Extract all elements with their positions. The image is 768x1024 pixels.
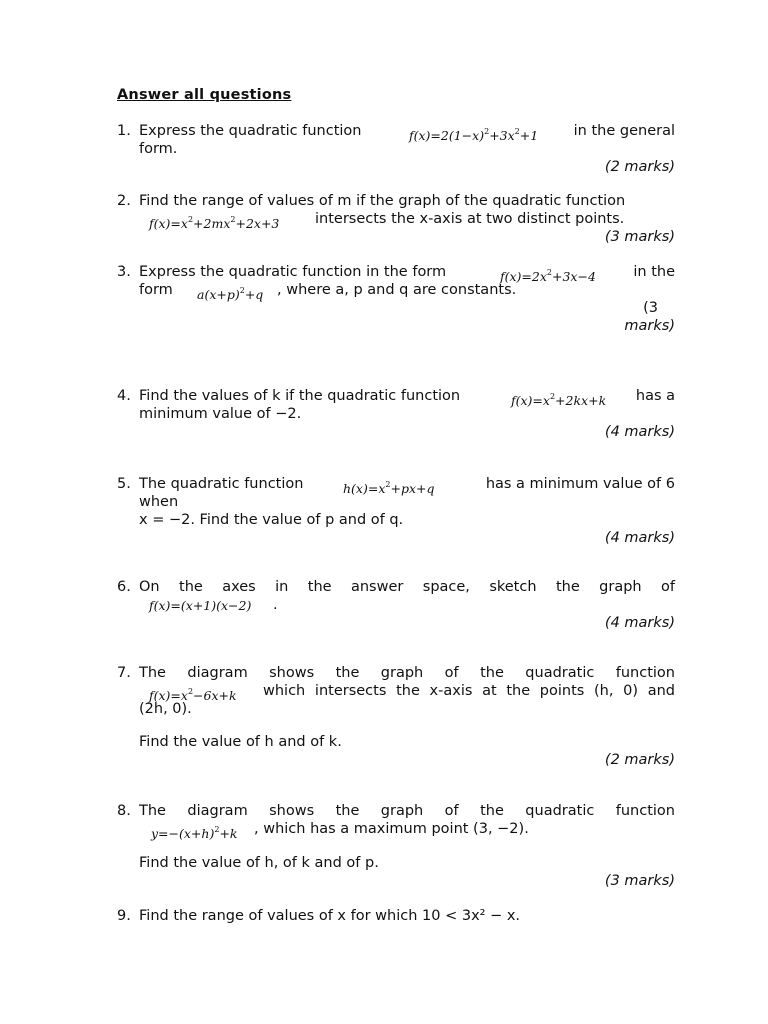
question-text: when xyxy=(139,494,179,510)
question-text: which intersects the x-axis at the points (h, 0) and xyxy=(263,683,675,699)
question-6 xyxy=(117,578,675,632)
math-expression: $f(x)=x^2+2kx+k$ xyxy=(511,392,607,408)
question-text: , where a, p and q are constants. xyxy=(277,282,517,298)
question-text: On the axes in the answer space, sketch the graph of xyxy=(139,579,675,595)
question-number: 6. xyxy=(117,579,131,595)
question-text: intersects the x-axis at two distinct points. xyxy=(315,211,625,227)
question-number: 2. xyxy=(117,193,131,209)
question-4 xyxy=(117,387,675,441)
math-expression: f(x)=(x+1)(x−2) xyxy=(149,598,252,613)
question-number: 8. xyxy=(117,803,131,819)
question-text: x = −2. Find the value of p and of q. xyxy=(139,512,404,528)
marks-label: (4 marks) xyxy=(604,424,675,440)
page-heading: Answer all questions xyxy=(117,87,292,103)
marks-label: (2 marks) xyxy=(604,159,675,175)
question-number: 5. xyxy=(117,476,131,492)
question-number: 7. xyxy=(117,665,131,681)
question-9 xyxy=(117,907,675,925)
question-text: Find the values of k if the quadratic function xyxy=(139,388,461,404)
question-5 xyxy=(117,475,675,547)
marks-label: (2 marks) xyxy=(604,752,675,768)
question-text: in the xyxy=(633,264,675,280)
math-expression: $f(x)=x^2+2mx^2+2x+3$ xyxy=(149,215,280,231)
question-text: in the general xyxy=(573,123,675,139)
marks-label: (3 marks) xyxy=(604,229,675,245)
question-text: . xyxy=(273,597,278,613)
question-text: Find the range of values of m if the graph of the quadratic function xyxy=(139,193,626,209)
question-text: minimum value of −2. xyxy=(139,406,302,422)
math-expression: $f(x)=2x^2+3x-4$ xyxy=(500,268,596,284)
marks-label: (4 marks) xyxy=(604,615,675,631)
question-text: The diagram shows the graph of the quadratic function xyxy=(139,803,675,819)
question-text: (2h, 0). xyxy=(139,701,192,717)
math-expression: $h(x)=x^2+px+q$ xyxy=(343,480,435,496)
question-8 xyxy=(117,802,675,890)
question-2 xyxy=(117,192,675,246)
question-text: Find the value of h, of k and of p. xyxy=(139,855,379,871)
question-text: The diagram shows the graph of the quadratic function xyxy=(139,665,675,681)
math-expression: $f(x)=x^2-6x+k$ xyxy=(149,687,237,703)
question-text: form. xyxy=(139,141,178,157)
question-text: has a minimum value of 6 xyxy=(485,476,675,492)
question-text: The quadratic function xyxy=(139,476,304,492)
question-text: Find the value of h and of k. xyxy=(139,734,342,750)
marks-label: (3 marks) xyxy=(604,873,675,889)
question-text: form xyxy=(139,282,173,298)
math-expression: $y=-(x+h)^2+k$ xyxy=(151,825,238,841)
question-number: 4. xyxy=(117,388,131,404)
math-expression: $f(x)=2(1-x)^2+3x^2+1$ xyxy=(409,127,539,143)
marks-label: marks) xyxy=(624,318,675,334)
question-text: , which has a maximum point (3, −2). xyxy=(254,821,529,837)
question-number: 1. xyxy=(117,123,131,139)
question-7 xyxy=(117,664,675,769)
question-text: has a xyxy=(635,388,675,404)
question-text: Find the range of values of x for which 10 < 3x² − x. xyxy=(139,908,521,924)
question-text: Express the quadratic function xyxy=(139,123,362,139)
marks-label: (3 xyxy=(643,300,658,316)
marks-label: (4 marks) xyxy=(604,530,675,546)
question-1 xyxy=(117,122,675,176)
math-expression: $a(x+p)^2+q$ xyxy=(197,286,264,302)
question-number: 3. xyxy=(117,264,131,280)
question-text: Express the quadratic function in the form xyxy=(139,264,447,280)
question-3 xyxy=(117,263,675,335)
question-number: 9. xyxy=(117,908,131,924)
